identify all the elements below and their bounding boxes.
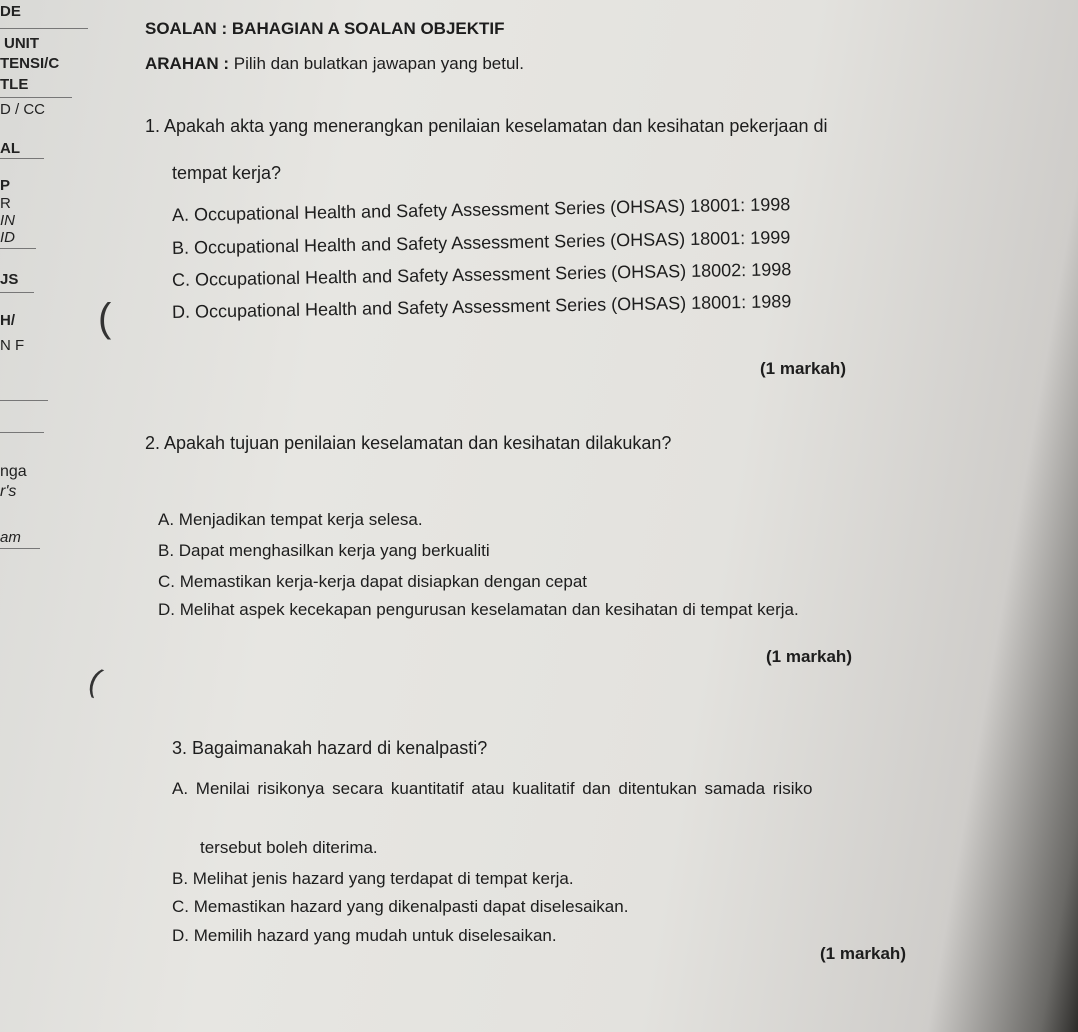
question-1-option-a[interactable]: A. Occupational Health and Safety Assessment Series (OHSAS) 18001: 1998 bbox=[171, 194, 791, 225]
pen-mark: ( bbox=[84, 661, 107, 699]
question-3-marks: (1 markah) bbox=[820, 944, 906, 963]
question-1-marks: (1 markah) bbox=[760, 359, 846, 378]
margin-fragment: TLE bbox=[0, 76, 29, 93]
margin-fragment: R bbox=[0, 195, 11, 212]
question-1-option-d[interactable]: D. Occupational Health and Safety Assessment Series (OHSAS) 18001: 1989 bbox=[171, 291, 792, 322]
margin-rule bbox=[0, 158, 44, 159]
margin-rule bbox=[0, 548, 40, 549]
question-2-option-c[interactable]: C. Memastikan kerja-kerja dapat disiapkan dengan cepat bbox=[158, 572, 588, 591]
instruction-text: Pilih dan bulatkan jawapan yang betul. bbox=[233, 54, 524, 73]
margin-rule bbox=[0, 400, 48, 401]
margin-rule bbox=[0, 292, 34, 293]
margin-fragment: H/ bbox=[0, 312, 15, 329]
question-1-stem: 1. Apakah akta yang menerangkan penilaian keselamatan dan kesihatan pekerjaan di bbox=[145, 116, 828, 136]
question-1-option-c[interactable]: C. Occupational Health and Safety Assessment Series (OHSAS) 18002: 1998 bbox=[171, 259, 792, 290]
margin-fragment: JS bbox=[0, 271, 19, 288]
instruction-label: ARAHAN : bbox=[145, 54, 230, 73]
margin-fragment: am bbox=[0, 529, 21, 546]
question-1-stem-continuation: tempat kerja? bbox=[172, 163, 282, 183]
question-3-option-c[interactable]: C. Memastikan hazard yang dikenalpasti dapat diselesaikan. bbox=[172, 897, 629, 916]
question-1-option-b[interactable]: B. Occupational Health and Safety Assessment Series (OHSAS) 18001: 1999 bbox=[171, 227, 791, 258]
margin-fragment: nga bbox=[0, 463, 27, 480]
margin-fragment: UNIT bbox=[4, 35, 39, 52]
question-3-option-a[interactable]: A. Menilai risikonya secara kuantitatif atau kualitatif dan ditentukan samada risiko bbox=[172, 779, 813, 798]
instruction bbox=[145, 55, 524, 72]
question-3-option-b[interactable]: B. Melihat jenis hazard yang terdapat di tempat kerja. bbox=[172, 869, 574, 888]
margin-fragment: ID bbox=[0, 229, 15, 246]
question-3-option-d[interactable]: D. Memilih hazard yang mudah untuk diselesaikan. bbox=[172, 926, 557, 945]
section-title: SOALAN : BAHAGIAN A SOALAN OBJEKTIF bbox=[145, 19, 505, 38]
question-3-option-a-continuation: tersebut boleh diterima. bbox=[200, 838, 378, 857]
margin-fragment: DE bbox=[0, 3, 21, 20]
margin-fragment: AL bbox=[0, 140, 20, 157]
margin-rule bbox=[0, 432, 44, 433]
margin-rule bbox=[0, 248, 36, 249]
margin-fragment: TENSI/C bbox=[0, 55, 60, 72]
margin-fragment: r's bbox=[0, 483, 17, 500]
question-2-marks: (1 markah) bbox=[766, 647, 852, 666]
margin-rule bbox=[0, 28, 88, 29]
margin-fragment: P bbox=[0, 177, 11, 194]
question-2-option-d[interactable]: D. Melihat aspek kecekapan pengurusan keselamatan dan kesihatan di tempat kerja. bbox=[158, 600, 799, 619]
question-2-option-b[interactable]: B. Dapat menghasilkan kerja yang berkualiti bbox=[158, 541, 490, 560]
margin-fragment: D / CC bbox=[0, 101, 45, 118]
question-3-stem: 3. Bagaimanakah hazard di kenalpasti? bbox=[172, 738, 488, 758]
margin-fragment: IN bbox=[0, 212, 15, 229]
question-2-option-a[interactable]: A. Menjadikan tempat kerja selesa. bbox=[158, 510, 423, 529]
question-2-stem: 2. Apakah tujuan penilaian keselamatan dan kesihatan dilakukan? bbox=[145, 433, 672, 453]
pen-mark: ( bbox=[98, 296, 112, 340]
margin-rule bbox=[0, 97, 72, 98]
margin-fragment: N F bbox=[0, 337, 25, 354]
